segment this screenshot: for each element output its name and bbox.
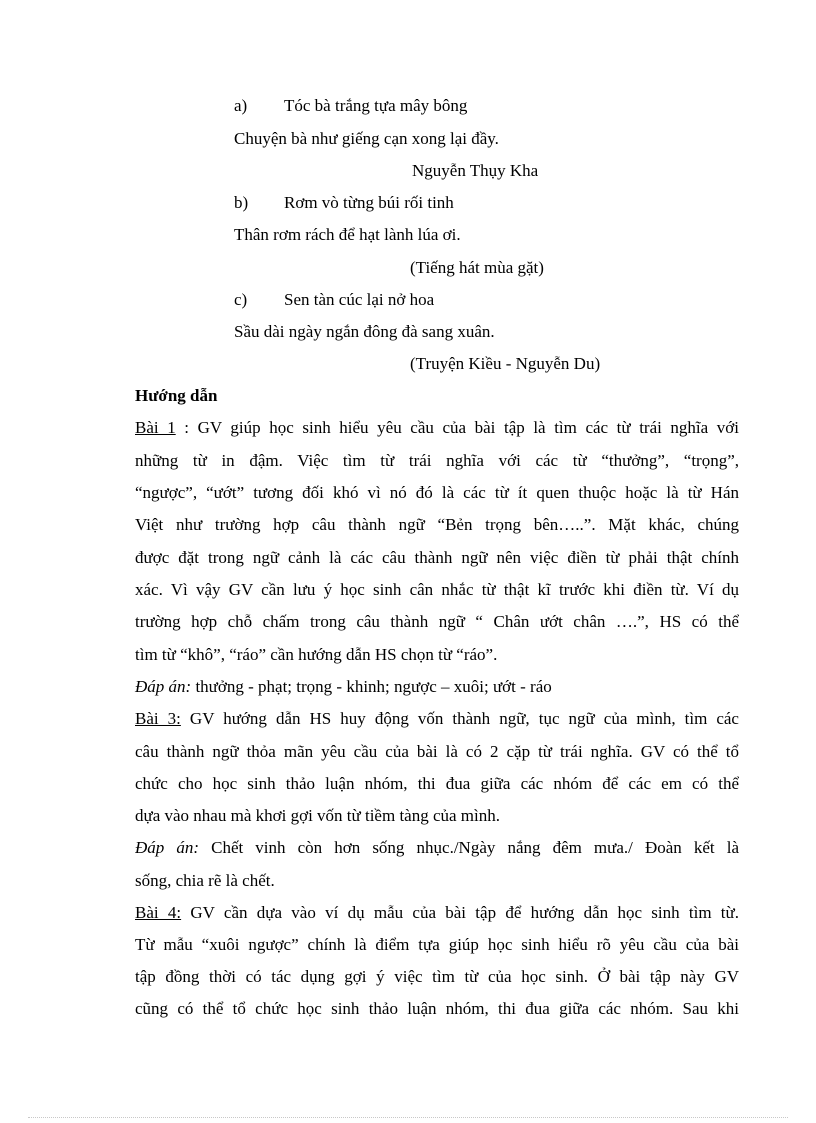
bai4-line-3: tập đồng thời có tác dụng gợi ý việc tìm từ của học sinh. Ở bài tập này GV xyxy=(135,967,739,986)
bai3-label: Bài 3: xyxy=(135,709,181,728)
bai1-answer: Đáp án: thưởng - phạt; trọng - khinh; ngược – xuôi; ướt - ráo xyxy=(135,677,552,696)
bai1-answer-label: Đáp án: xyxy=(135,677,192,696)
bai3-line-3: chức cho học sinh thảo luận nhóm, thi đua giữa các nhóm để các em có thể xyxy=(135,774,739,793)
bai1-line-2: những từ in đậm. Việc tìm từ trái nghĩa với các từ “thưởng”, “trọng”, xyxy=(135,451,739,470)
bai3-line-4: dựa vào nhau mà khơi gợi vốn từ tiềm tàng của mình. xyxy=(135,806,501,825)
bai3-answer-line2: sống, chia rẽ là chết. xyxy=(135,871,275,890)
poem-a-line1: Tóc bà trắng tựa mây bông xyxy=(284,96,468,115)
poem-a-source: Nguyễn Thụy Kha xyxy=(412,161,539,180)
bai4-line-1: Bài 4: GV cần dựa vào ví dụ mẫu của bài tập để hướng dẫn học sinh tìm từ. xyxy=(135,903,739,922)
guide-heading: Hướng dẫn xyxy=(135,386,218,405)
poem-c-letter: c) xyxy=(234,290,248,309)
bai3-line-1: Bài 3: GV hướng dẫn HS huy động vốn thành ngữ, tục ngữ của mình, tìm các xyxy=(135,709,739,728)
poem-a-letter: a) xyxy=(234,96,248,115)
poem-c-line1: Sen tàn cúc lại nở hoa xyxy=(284,290,435,309)
bai3-answer-label: Đáp án: xyxy=(135,838,200,857)
bai4-line-2: Từ mẫu “xuôi ngược” chính là điểm tựa giúp học sinh hiểu rõ yêu cầu của bài xyxy=(135,935,739,954)
poem-b-line2: Thân rơm rách để hạt lành lúa ơi. xyxy=(234,225,461,244)
poem-c-line2: Sầu dài ngày ngắn đông đà sang xuân. xyxy=(234,322,495,341)
bai1-line-4: Việt như trường hợp câu thành ngữ “Bẻn trọng bên…..”. Mặt khác, chúng xyxy=(135,515,739,534)
bai1-line-8: tìm từ “khô”, “ráo” cần hướng dẫn HS chọn từ “ráo”. xyxy=(135,645,498,664)
bai4-line-4: cũng có thể tổ chức học sinh thảo luận nhóm, thi đua giữa các nhóm. Sau khi xyxy=(135,999,739,1018)
poem-b-source: (Tiếng hát mùa gặt) xyxy=(410,258,544,277)
bai1-line-5: được đặt trong ngữ cảnh là các câu thành ngữ nên việc điền từ phải thật chính xyxy=(135,548,739,567)
bai1-label: Bài 1 xyxy=(135,418,176,437)
bai3-line-2: câu thành ngữ thỏa mãn yêu cầu của bài là có 2 cặp từ trái nghĩa. GV có thể tổ xyxy=(135,742,739,761)
bai1-line-6: xác. Vì vậy GV cần lưu ý học sinh cân nhắc từ thật kĩ trước khi điền từ. Ví dụ xyxy=(135,580,739,599)
bai1-line-1: Bài 1 : GV giúp học sinh hiểu yêu cầu của bài tập là tìm các từ trái nghĩa với xyxy=(135,418,739,437)
poem-c-source: (Truyện Kiều - Nguyễn Du) xyxy=(410,354,601,373)
poem-a-line2: Chuyện bà như giếng cạn xong lại đầy. xyxy=(234,129,499,148)
bai4-label: Bài 4: xyxy=(135,903,182,922)
poem-b-line1: Rơm vò từng búi rối tinh xyxy=(284,193,454,212)
page-bottom-border xyxy=(28,1117,788,1118)
bai3-answer: Đáp án: Chết vinh còn hơn sống nhục./Ngày nắng đêm mưa./ Đoàn kết là xyxy=(135,838,739,857)
poem-b-letter: b) xyxy=(234,193,249,212)
bai1-line-3: “ngược”, “ướt” tương đối khó vì nó đó là các từ ít quen thuộc hoặc là từ Hán xyxy=(135,483,739,502)
bai1-line-7: trường hợp chỗ chấm trong câu thành ngữ “ Chân ướt chân ….”, HS có thể xyxy=(135,612,739,631)
